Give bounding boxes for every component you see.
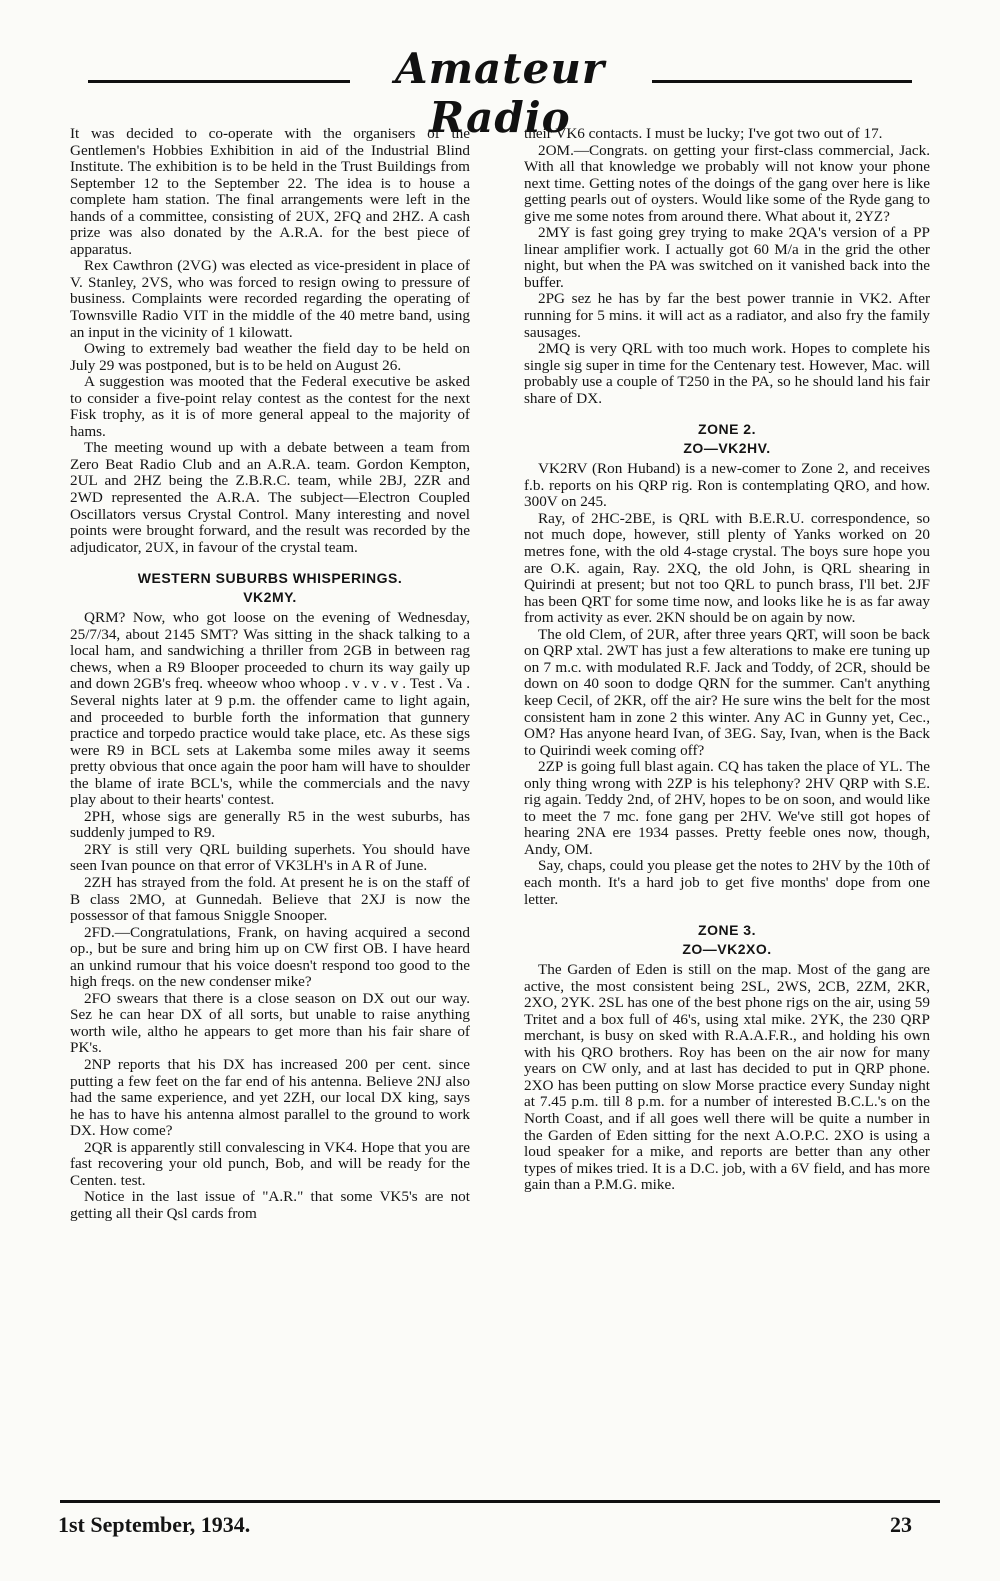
paragraph: 2FD.—Congratulations, Frank, on having acquired a second op., but be sure and bring him up on CW first OB. I have heard an unkind rumour that his voice doesn't respond too good to the high freqs. on the new condenser mike? [70, 923, 470, 991]
paragraph: Owing to extremely bad weather the field day to be held on July 29 was postponed, but is to be held on August 26. [70, 340, 470, 374]
paragraph: VK2RV (Ron Huband) is a new-comer to Zone 2, and receives f.b. reports on his QRP rig. Ron is contemplating QRO, and how. 300V on 245. [524, 460, 930, 511]
paragraph: 2PH, whose sigs are generally R5 in the west suburbs, has suddenly jumped to R9. [70, 807, 470, 842]
paragraph: 2MY is fast going grey trying to make 2QA's version of a PP linear amplifier work. I actually got 60 M/a in the grid the other night, but when the PA was switched on it vanished back into the buffer. [524, 224, 930, 291]
paragraph: 2QR is apparently still convalescing in VK4. Hope that you are fast recovering your old punch, Bob, and will be ready for the Centen. test. [70, 1138, 470, 1189]
paragraph: 2ZH has strayed from the fold. At present he is on the staff of B class 2MO, at Gunnedah. Believe that 2XJ is now the possessor of that famous Sniggle Snooper. [70, 873, 470, 925]
paragraph: 2RY is still very QRL building superhets. You should have seen Ivan pounce on that error of VK3LH's in A R of June. [70, 840, 470, 875]
paragraph: It was decided to co-operate with the organisers of the Gentlemen's Hobbies Exhibition in aid of the Industrial Blind Institute. The exhibition is to be held in the Trust Buildings from September 12 to the September 22. The idea is to house a complete ham station. The final arrangements were left in the hands of a committee, consisting of 2UX, 2FQ and 2HZ. A cash prize was also donated by the A.R.A. for the best piece of apparatus. [70, 125, 470, 258]
masthead-rule-right [652, 80, 912, 83]
left-column [70, 126, 470, 1222]
paragraph: The Garden of Eden is still on the map. Most of the gang are active, the most consistent being 2SL, 2WS, 2CB, 2ZM, 2KR, 2XO, 2YK. 2SL has one of the best phone rigs on the air, using 59 Tritet and a box full of 46's, using xtal mike. 2YK, the 230 QRP merchant, is busy on sked with R.A.A.F.R., and holding his own with his QRO brothers. Roy has been on the air now for many years on CW only, and at last has decided to put in QRP phone. 2XO has been putting on slow Morse practice every Sunday night at 7.45 p.m. till 8 p.m. for a number of interested B.C.L.'s on the North Coast, and if all goes well there will be quite a number in the Garden of Eden sitting for the next A.O.P.C. 2XO is using a loud speaker for a mike, and reports are better than any other types of mikes tried. It is a D.C. job, with a 6V field, and has more gain than a P.M.G. mike. [524, 961, 930, 1194]
paragraph: Notice in the last issue of "A.R." that some VK5's are not getting all their Qsl cards from [70, 1188, 470, 1222]
paragraph: 2NP reports that his DX has increased 200 per cent. since putting a few feet on the far end of his antenna. Believe 2NJ also had the same experience, and yet 2ZH, our local DX king, says he has to have his antenna almost parallel to the ground to work DX. How come? [70, 1055, 470, 1140]
paragraph: Rex Cawthron (2VG) was elected as vice-president in place of V. Stanley, 2VS, who was forced to resign owing to pressure of business. Complaints were recorded regarding the operating of Townsville Radio VIT in the middle of the 40 metre band, using an input in the vicinity of 1 kilowatt. [70, 257, 470, 341]
zone3-subheading: ZO—VK2XO. [682, 941, 772, 958]
paragraph: Ray, of 2HC-2BE, is QRL with B.E.R.U. correspondence, so not much dope, however, still plenty of Yanks worked on 20 metres fone, with the old 4-stage crystal. The boys sure hope you are O.K. again, Ray. 2XQ, the old John, is QRL shearing in Quirindi at present; but not too QRL to punch brass, I'll bet. 2JF has been QRT for some time now, and looks like he is as far away from activity as ever. 2KN should be on again by now. [524, 509, 930, 627]
paragraph: 2FO swears that there is a close season on DX out our way. Sez he can hear DX of all sorts, but unable to raise anything worth wile, altho he appears to get more than his fair share of PK's. [70, 989, 470, 1057]
page-number: 23 [890, 1512, 912, 1537]
paragraph: The meeting wound up with a debate between a team from Zero Beat Radio Club and an A.R.A. team. Gordon Kempton, 2UL and 2HZ being the Z.B.R.C. team, while 2BJ, 2ZR and 2WD represented the A.R.A. The subject—Electron Coupled Oscillators versus Crystal Control. Many interesting and novel points were brought forward, and the result was recorded by the adjudicator, 2UX, in favour of the crystal team. [70, 439, 470, 556]
zone2-subheading: ZO—VK2HV. [683, 440, 771, 457]
paragraph: 2PG sez he has by far the best power trannie in VK2. After running for 5 mins. it will act as a radiator, and also fry the family sausages. [524, 290, 930, 341]
right-column [524, 126, 930, 1194]
paragraph: QRM? Now, who got loose on the evening of Wednesday, 25/7/34, about 2145 SMT? Was sitting in the shack talking to a local ham, and sandwiching a thriller from 2GB in between rag chews, when a R9 Blooper proceeded to churn its way gaily up and down 2GB's freq. wheeow whoo whoop . v . v . v . Test . Va . Several nights later at 9 p.m. the offender came to light again, and proceeded to burble forth the information that gunnery practice and torpedo practice would take place, etc. As these sigs were R9 in BCL sets at Lakemba some miles away it seems pretty obvious that once again the poor ham will have to shoulder the blame of irate BCL's, while the commercials and the navy play about to their hearts' contest. [70, 609, 470, 809]
zone2-heading: ZONE 2. [698, 421, 756, 438]
zone3-heading: ZONE 3. [698, 922, 756, 939]
paragraph: 2OM.—Congrats. on getting your first-class commercial, Jack. With all that knowledge we probably will not know your phone next time. Getting notes of the doings of the gang over here is like getting pearls out of oysters. Would like some of the Ryde gang to give me some notes from around there. What about it, 2YZ? [524, 141, 930, 225]
paragraph: their VK6 contacts. I must be lucky; I've got two out of 17. [524, 125, 883, 142]
paragraph: The old Clem, of 2UR, after three years QRT, will soon be back on QRP xtal. 2WT has just a few alterations to make ere tuning up on 7 m.c. with modulated R.F. Jack and Toddy, of 2CR, should be down on 40 soon to dodge QRN for the summer. Can't anything keep Cecil, of 2KR, off the air? He sure wins the belt for the most consistent ham in zone 2 this winter. Any AC in Gunny yet, Cec., OM? Has anyone heard Ivan, of 3EG. Say, Ivan, when is the Back to Quirindi week coming off? [524, 625, 930, 759]
section-heading: WESTERN SUBURBS WHISPERINGS. [137, 570, 403, 587]
paragraph: A suggestion was mooted that the Federal executive be asked to consider a five-point relay contest as the contest for the next Fisk trophy, as it is of more general appeal to the majority of hams. [70, 373, 470, 440]
footer-rule [60, 1500, 940, 1503]
section-subheading: VK2MY. [243, 589, 297, 606]
paragraph: Say, chaps, could you please get the notes to 2HV by the 10th of each month. It's a hard job to get five months' dope from one letter. [524, 857, 930, 908]
paragraph: 2ZP is going full blast again. CQ has taken the place of YL. The only thing wrong with 2ZP is his telephony? 2HV QRP with S.E. rig again. Teddy 2nd, of 2HV, hopes to be on soon, and would like to meet the 7 mc. fone gang per 2HV. We've still got hopes of hearing 2NA ere 1934 passes. Pretty feeble ones now, though, Andy, OM. [524, 758, 930, 858]
masthead-rule-left [88, 80, 350, 83]
issue-date: 1st September, 1934. [58, 1512, 251, 1537]
paragraph: 2MQ is very QRL with too much work. Hopes to complete his single sig super in time for the Centenary test. However, Mac. will probably use a couple of T250 in the PA, so he should land his fair share of DX. [524, 340, 930, 407]
magazine-title: Amateur Radio [394, 44, 606, 142]
